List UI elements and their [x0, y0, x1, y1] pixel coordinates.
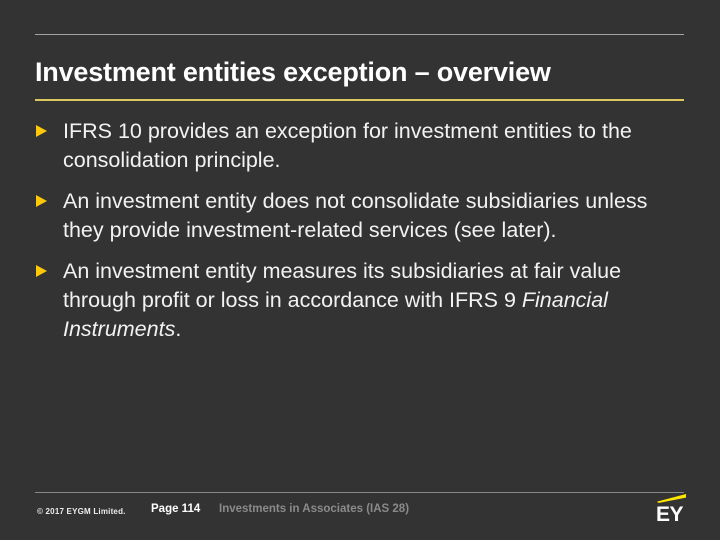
bullet-text: IFRS 10 provides an exception for investment entities to the consolidation principle.: [63, 119, 632, 172]
ey-wordmark: EY: [656, 503, 684, 526]
footer-copyright: © 2017 EYGM Limited.: [37, 507, 126, 516]
triangle-bullet-icon: [36, 195, 47, 207]
bullet-text-italic: Financial Instruments: [63, 288, 608, 341]
bullet-text: An investment entity does not consolidate subsidiaries unless they provide investment-related services (see later).: [63, 189, 648, 242]
bullet-item: [36, 117, 658, 175]
page-title: Investment entities exception – overview: [35, 57, 551, 88]
bullet-item: [36, 187, 658, 245]
bullet-text: .: [175, 317, 182, 341]
ey-beam-icon: [657, 494, 686, 503]
bullet-text: An investment entity measures its subsidiaries at fair value through profit or loss in accordance with IFRS 9: [63, 259, 622, 312]
footer-rule: [35, 492, 684, 493]
triangle-bullet-icon: [36, 265, 47, 277]
footer-page-number: Page 114: [151, 503, 201, 515]
bullet-list: [36, 117, 658, 356]
ey-logo: [656, 494, 690, 525]
header-top-rule: [35, 34, 684, 35]
title-underline-rule: [35, 99, 684, 101]
footer-deck-title: Investments in Associates (IAS 28): [219, 503, 410, 515]
triangle-bullet-icon: [36, 125, 47, 137]
bullet-item: [36, 257, 658, 344]
